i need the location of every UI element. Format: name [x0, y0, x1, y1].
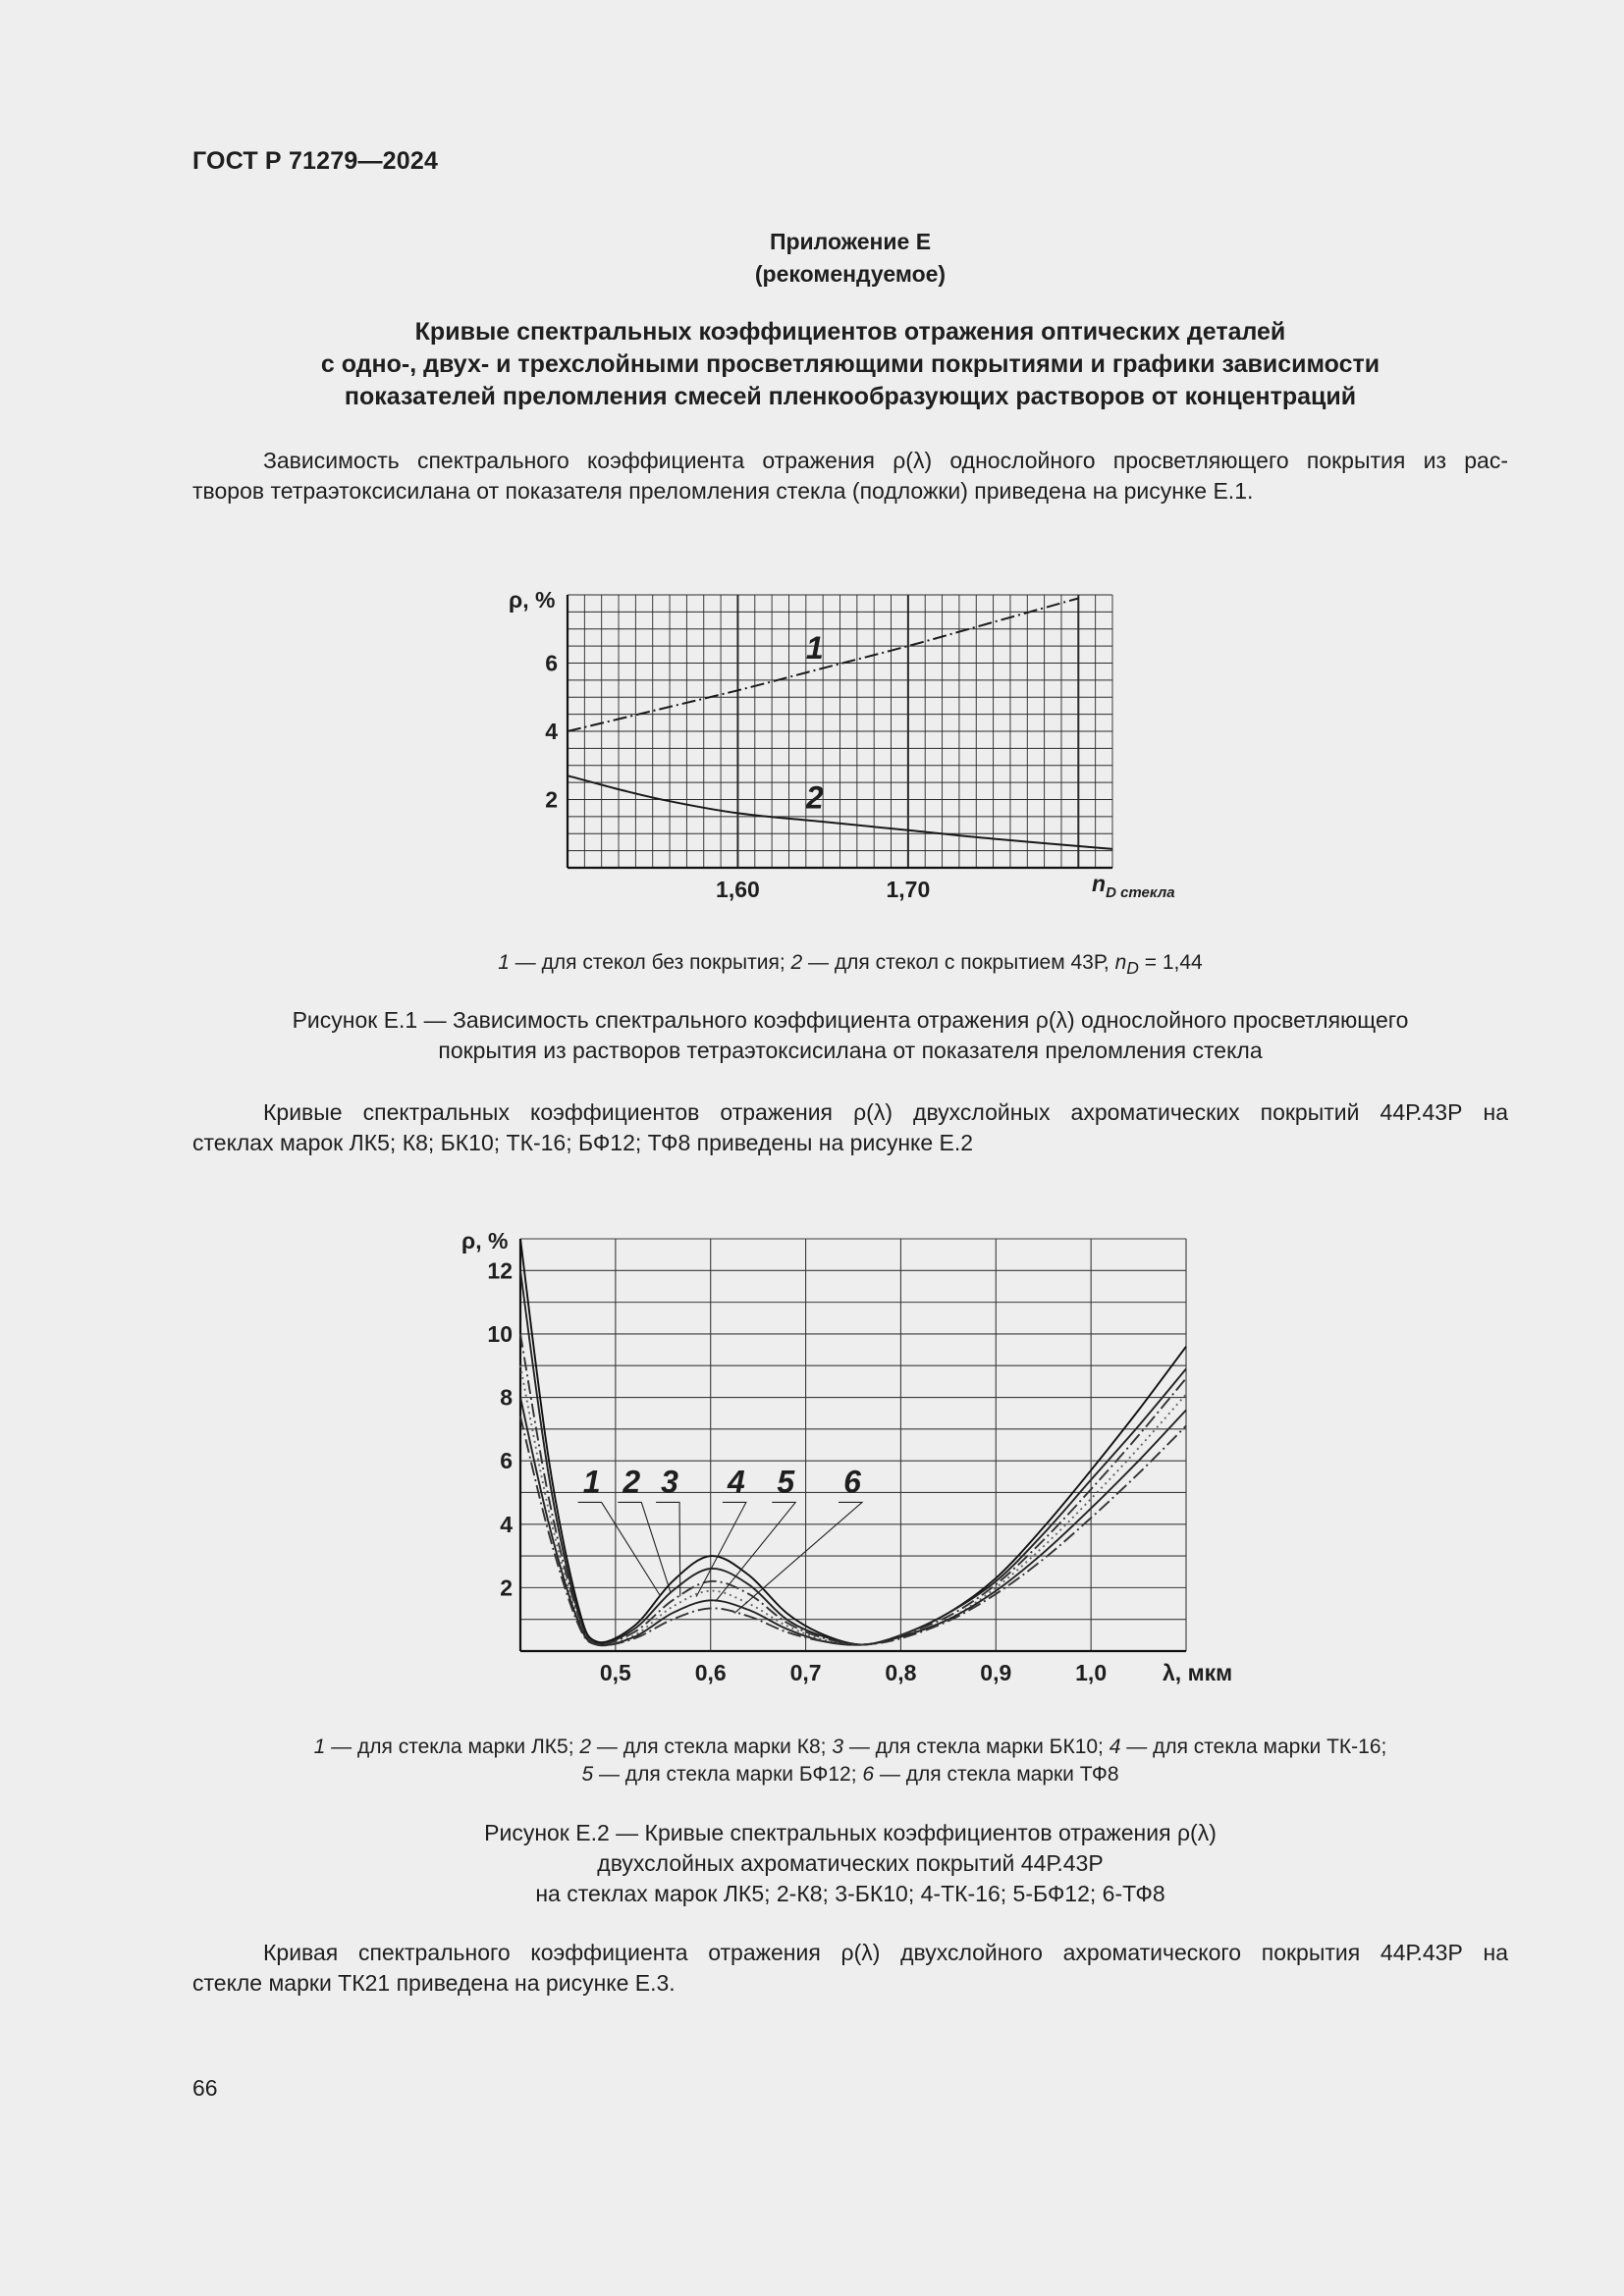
fig1-legend-text-1: — для стекол без покрытия; — [509, 951, 791, 974]
fig2-curve-label-5: 5 — [777, 1464, 795, 1500]
fig2-curve-label-3: 3 — [661, 1464, 678, 1500]
fig2-y-tick-label: 10 — [487, 1320, 513, 1347]
figure-e1-chart — [491, 579, 1237, 913]
fig2-legend-text: — для стекла марки ТФ8 — [874, 1763, 1119, 1786]
page-title — [192, 316, 1508, 413]
fig2-x-tick-label: 0,7 — [789, 1660, 822, 1685]
fig2-legend-text: — для стекла марки БФ12; — [593, 1763, 863, 1786]
fig2-x-tick-label: 0,6 — [694, 1660, 727, 1685]
fig1-curve-label-2: 2 — [805, 779, 824, 816]
fig2-caption-line-3: на стеклах марок ЛК5; 2-К8; 3-БК10; 4-ТК-16; 5-БФ12; 6-ТФ8 — [535, 1881, 1165, 1906]
document-header: ГОСТ Р 71279—2024 — [192, 147, 439, 175]
fig2-legend-num: 1 — [313, 1735, 326, 1758]
fig2-x-tick-label: 0,5 — [599, 1660, 631, 1685]
title-line-3: показателей преломления смесей пленкообразующих растворов от концентраций — [344, 383, 1357, 410]
paragraph-3-line-2: стекле марки ТК21 приведена на рисунке Е.3. — [192, 1970, 676, 1996]
paragraph-1-line-2: творов тетраэтоксисилана от показателя преломления стекла (подложки) приведена на рисунке Е.1. — [192, 478, 1254, 504]
fig1-caption-line-1: Рисунок Е.1 — Зависимость спектрального коэффициента отражения ρ(λ) однослойного просветляющего — [292, 1007, 1409, 1033]
appendix-heading — [192, 226, 1508, 291]
fig2-legend-line-1 — [192, 1734, 1508, 1761]
figure-e2-legend — [192, 1734, 1508, 1789]
fig2-x-axis-label: λ, мкм — [1163, 1660, 1233, 1685]
fig2-legend-num: 6 — [862, 1763, 875, 1786]
figure-e2-chart — [452, 1217, 1257, 1698]
paragraph-2-line-2: стеклах марок ЛК5; К8; БК10; ТК-16; БФ12; ТФ8 приведены на рисунке Е.2 — [192, 1130, 974, 1155]
fig1-grid — [568, 595, 1112, 868]
fig1-y-tick-label: 4 — [545, 719, 558, 744]
appendix-status: (рекомендуемое) — [754, 261, 947, 287]
fig1-legend-num-2: 2 — [790, 951, 803, 974]
fig2-x-tick-label: 0,8 — [885, 1660, 917, 1685]
title-line-2: с одно-, двух- и трехслойными просветляющими покрытиями и графики зависимости — [320, 350, 1380, 378]
appendix-label: Приложение Е — [769, 229, 932, 254]
fig2-legend-num: 3 — [832, 1735, 843, 1758]
paragraph-3 — [192, 1938, 1508, 1999]
fig2-x-tick-label: 0,9 — [980, 1660, 1012, 1685]
fig2-y-tick-label: 2 — [500, 1575, 513, 1601]
fig2-legend-text: — для стекла марки К8; — [591, 1735, 833, 1758]
fig1-x-tick-label: 1,70 — [886, 877, 931, 902]
fig1-x-tick-label: 1,60 — [716, 877, 760, 902]
figure-e2-caption — [192, 1818, 1508, 1909]
fig2-legend-num: 2 — [579, 1735, 592, 1758]
page-number: 66 — [192, 2075, 218, 2101]
fig2-curve-label-6: 6 — [843, 1464, 861, 1500]
fig2-caption-line-1: Рисунок Е.2 — Кривые спектральных коэффициентов отражения ρ(λ) — [484, 1820, 1217, 1845]
fig2-legend-text: — для стекла марки ЛК5; — [325, 1735, 580, 1758]
title-line-1: Кривые спектральных коэффициентов отражения оптических деталей — [414, 318, 1286, 346]
fig1-legend-nd-sub: D — [1126, 958, 1139, 979]
fig1-legend-nd-val: = 1,44 — [1138, 951, 1203, 974]
fig2-legend-line-2 — [192, 1761, 1508, 1789]
fig2-y-axis-label: ρ, % — [461, 1228, 509, 1254]
paragraph-1-line-1: Зависимость спектрального коэффициента отражения ρ(λ) однослойного просветляющего покрытия из рас- — [263, 448, 1508, 473]
fig2-plot-area — [520, 1239, 1186, 1651]
fig2-legend-num: 4 — [1109, 1735, 1121, 1758]
fig1-x-axis-label: nD стекла — [1092, 871, 1175, 901]
fig2-y-tick-label: 6 — [500, 1448, 513, 1474]
fig2-grid — [520, 1239, 1186, 1651]
fig2-legend-text: — для стекла марки БК10; — [843, 1735, 1110, 1758]
fig1-y-axis-label: ρ, % — [509, 587, 556, 613]
paragraph-1 — [192, 446, 1508, 507]
fig1-legend-nd-n: n — [1114, 951, 1127, 974]
fig1-caption-line-2: покрытия из растворов тетраэтоксисилана от показателя преломления стекла — [438, 1038, 1263, 1063]
fig2-curve-label-2: 2 — [623, 1464, 641, 1500]
fig1-y-tick-label: 2 — [545, 786, 558, 813]
figure-e1-caption — [192, 1005, 1508, 1066]
fig1-legend-text-2: — для стекол с покрытием 43Р, — [802, 951, 1115, 974]
fig2-legend-text: — для стекла марки ТК-16; — [1120, 1735, 1387, 1758]
fig1-y-tick-label: 6 — [545, 650, 558, 676]
fig1-legend-num-1: 1 — [498, 951, 510, 974]
paragraph-3-line-1: Кривая спектрального коэффициента отражения ρ(λ) двухслойного ахроматического покрытия 44Р.43Р на — [263, 1940, 1508, 1965]
fig2-y-tick-label: 12 — [487, 1257, 513, 1284]
paragraph-2-line-1: Кривые спектральных коэффициентов отражения ρ(λ) двухслойных ахроматических покрытий 44Р.43Р на — [263, 1099, 1508, 1125]
figure-e1-legend — [192, 949, 1508, 982]
fig2-y-tick-label: 4 — [500, 1511, 513, 1537]
fig2-x-tick-label: 1,0 — [1075, 1660, 1108, 1685]
fig2-caption-line-2: двухслойных ахроматических покрытий 44Р.43Р — [597, 1850, 1104, 1876]
fig2-y-tick-label: 8 — [500, 1384, 513, 1411]
fig2-curve-label-4: 4 — [727, 1464, 745, 1500]
fig1-curve-label-1: 1 — [805, 630, 824, 667]
fig2-legend-num: 5 — [581, 1763, 594, 1786]
paragraph-2 — [192, 1097, 1508, 1158]
fig2-curve-label-1: 1 — [582, 1464, 601, 1500]
